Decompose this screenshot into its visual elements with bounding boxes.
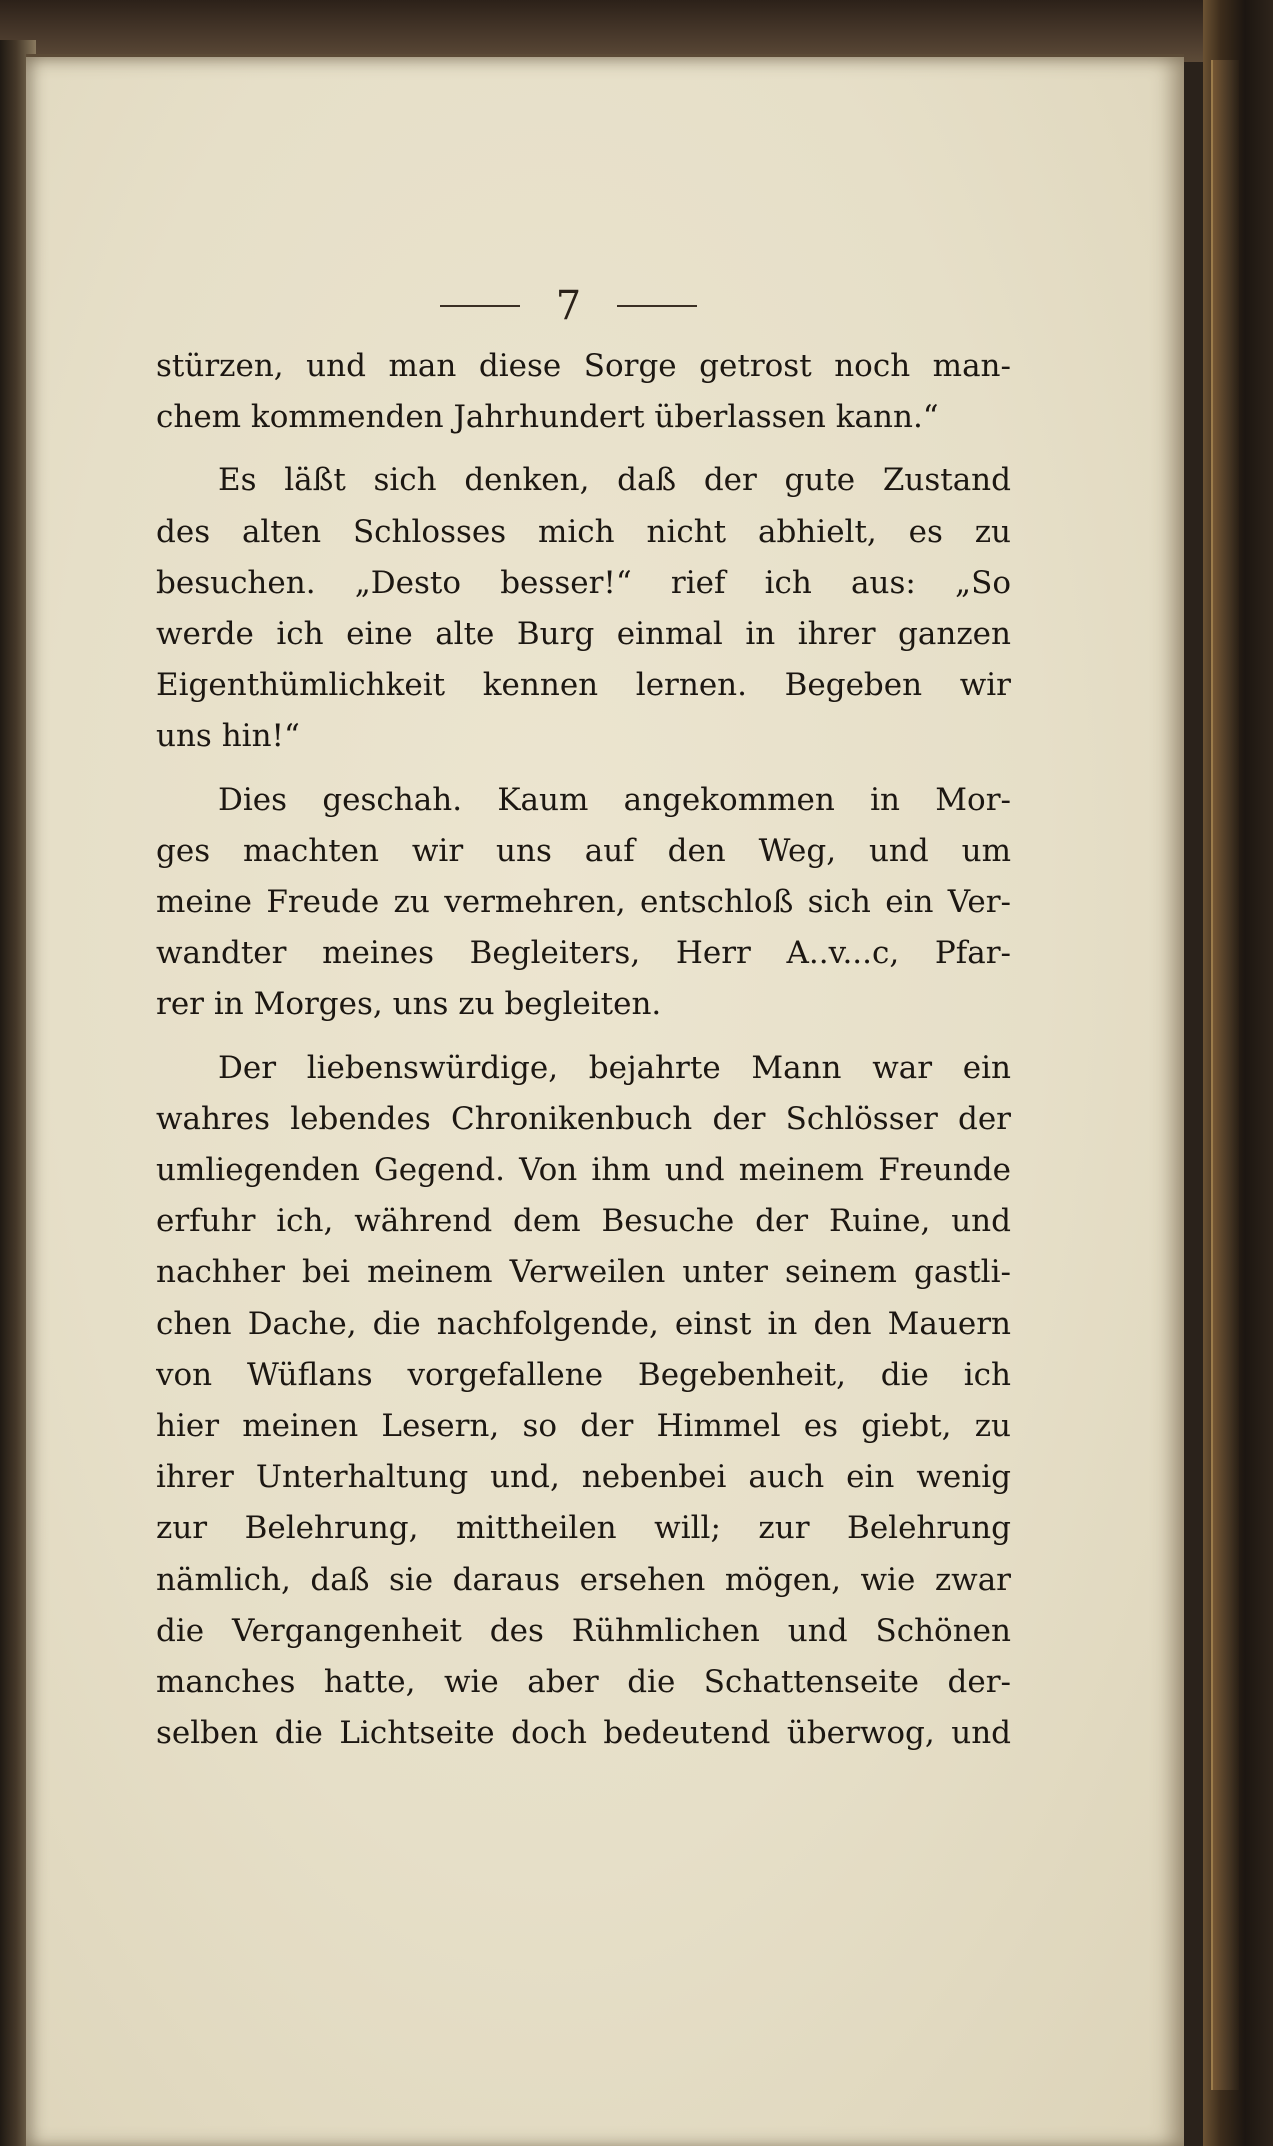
text-line: selben die Lichtseite doch bedeutend überwog, und — [156, 1715, 1011, 1752]
text-line: werde ich eine alte Burg einmal in ihrer ganzen — [156, 616, 1011, 653]
text-line: von Wüflans vorgefallene Begebenheit, die ich — [156, 1356, 1011, 1393]
text-line: uns hin!“ — [156, 718, 300, 755]
text-line: Eigenthümlichkeit kennen lernen. Begeben wir — [156, 667, 1011, 704]
text-line: wahres lebendes Chronikenbuch der Schlösser der — [156, 1100, 1011, 1137]
text-line: die Vergangenheit des Rühmlichen und Schönen — [156, 1612, 1011, 1649]
text-line: wandter meines Begleiters, Herr A..v...c, Pfar- — [156, 935, 1011, 972]
page-text-block — [156, 271, 1011, 1771]
header-rule-left — [440, 305, 520, 307]
text-line: nachher bei meinem Verweilen unter seinem gastli- — [156, 1254, 1011, 1291]
page-number: 7 — [555, 283, 582, 329]
text-line: zur Belehrung, mittheilen will; zur Belehrung — [156, 1510, 1011, 1547]
text-line: meine Freude zu vermehren, entschloß sich ein Ver- — [156, 884, 1011, 921]
leather-spine — [1211, 60, 1239, 2090]
text-line: des alten Schlosses mich nicht abhielt, es zu — [156, 513, 1011, 550]
text-line: hier meinen Lesern, so der Himmel es giebt, zu — [156, 1408, 1011, 1445]
book-binding — [1203, 0, 1273, 2146]
paragraph-3 — [156, 775, 1011, 1031]
text-line: Der liebenswürdige, bejahrte Mann war ein — [218, 1049, 1011, 1086]
text-line: manches hatte, wie aber die Schattenseite der- — [156, 1664, 1011, 1701]
book-page — [26, 54, 1184, 2146]
paragraph-4 — [156, 1043, 1011, 1760]
text-line: besuchen. „Desto besser!“ rief ich aus: „So — [156, 564, 1011, 601]
text-line: erfuhr ich, während dem Besuche der Ruine, und — [156, 1203, 1011, 1240]
text-line: rer in Morges, uns zu begleiten. — [156, 986, 662, 1023]
paragraph-1 — [156, 341, 1011, 443]
text-line: Dies geschah. Kaum angekommen in Mor- — [218, 781, 1011, 818]
text-line: ihrer Unterhaltung und, nebenbei auch ein wenig — [156, 1459, 1011, 1496]
book-cover-top-edge — [0, 0, 1273, 62]
text-line: stürzen, und man diese Sorge getrost noch man- — [156, 348, 1011, 384]
header-rule-right — [617, 305, 697, 307]
text-line: ges machten wir uns auf den Weg, und um — [156, 832, 1011, 869]
text-line: chen Dache, die nachfolgende, einst in den Mauern — [156, 1305, 1011, 1342]
text-line: nämlich, daß sie daraus ersehen mögen, wie zwar — [156, 1561, 1011, 1598]
text-line: Es läßt sich denken, daß der gute Zustand — [218, 462, 1011, 499]
paragraph-2 — [156, 455, 1011, 762]
page-header — [126, 271, 1011, 341]
text-line: chem kommenden Jahrhundert überlassen kann.“ — [156, 399, 939, 436]
text-line: umliegenden Gegend. Von ihm und meinem Freunde — [156, 1152, 1011, 1189]
